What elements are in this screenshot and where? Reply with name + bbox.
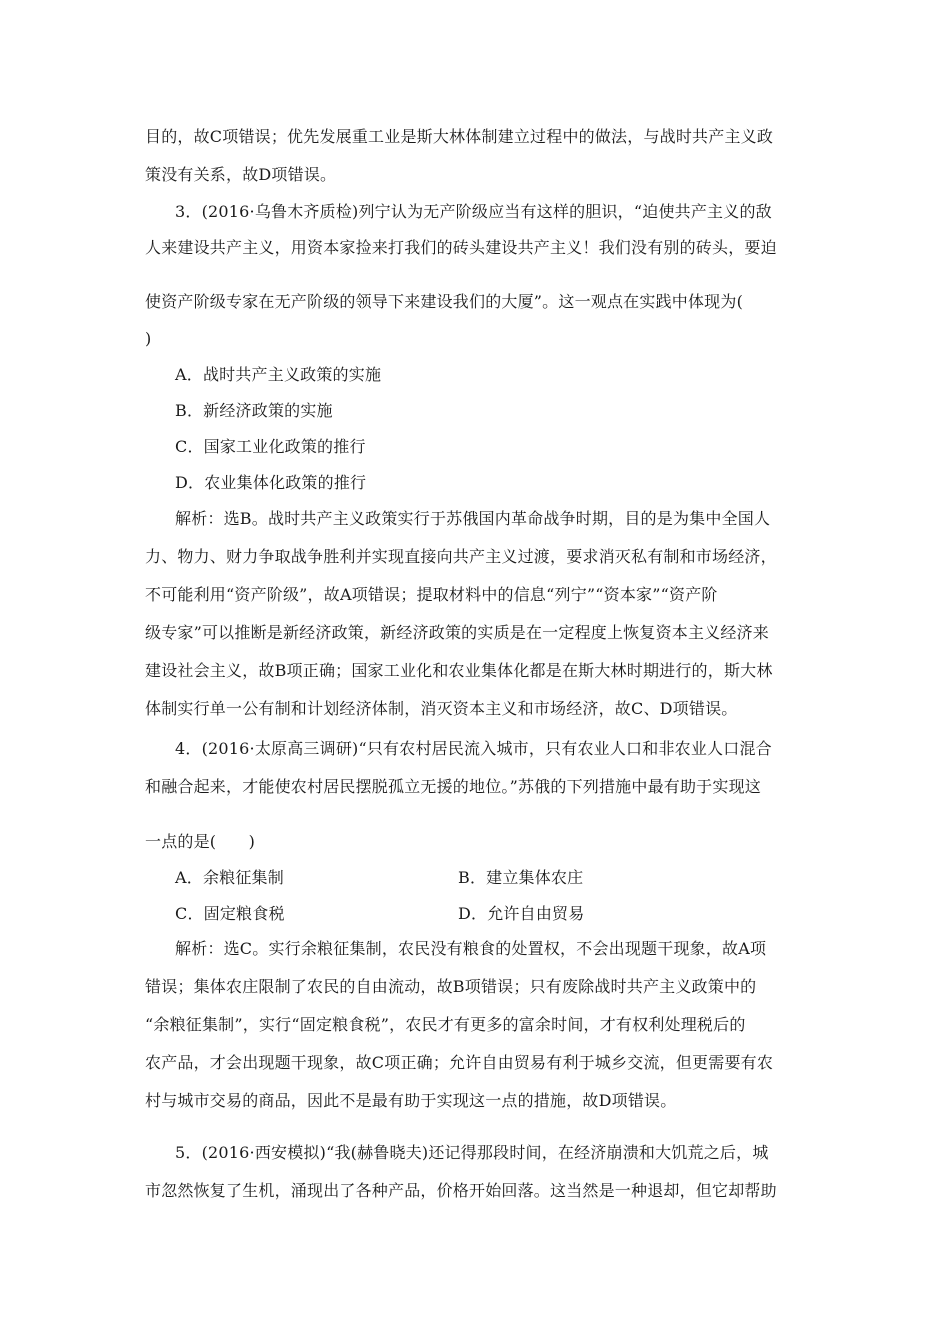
question-4-stem: 4．(2016·太原高三调研)“只有农村居民流入城市，只有农业人口和非农业人口混合	[175, 739, 772, 758]
question-3-analysis: 体制实行单一公有制和计划经济体制，消灭资本主义和市场经济，故C、D项错误。	[145, 699, 738, 718]
question-3-stem: 3．(2016·乌鲁木齐质检)列宁认为无产阶级应当有这样的胆识，“迫使共产主义的敌	[175, 202, 772, 221]
question-3-option-b: B．新经济政策的实施	[175, 401, 333, 420]
question-4-option-a: A．余粮征集制	[175, 868, 284, 887]
question-4-analysis: 农产品，才会出现题干现象，故C项正确；允许自由贸易有利于城乡交流，但更需要有农	[145, 1053, 774, 1072]
question-3-stem: 使资产阶级专家在无产阶级的领导下来建设我们的大厦”。这一观点在实践中体现为(	[145, 292, 744, 311]
question-3-stem: )	[145, 329, 152, 348]
question-4-option-b: B．建立集体农庄	[458, 868, 584, 887]
question-4-analysis: 村与城市交易的商品，因此不是最有助于实现这一点的措施，故D项错误。	[145, 1091, 677, 1110]
question-3-option-d: D．农业集体化政策的推行	[175, 473, 367, 492]
question-3-stem: 人来建设共产主义，用资本家捡来打我们的砖头建设共产主义！我们没有别的砖头，要迫	[145, 238, 777, 257]
question-5-stem: 市忽然恢复了生机，涌现出了各种产品，价格开始回落。这当然是一种退却，但它却帮助	[145, 1181, 777, 1200]
text-line: 策没有关系，故D项错误。	[145, 165, 337, 184]
question-3-option-a: A．战时共产主义政策的实施	[175, 365, 382, 384]
question-3-analysis: 不可能利用“资产阶级”，故A项错误；提取材料中的信息“列宁”“资本家”“资产阶	[145, 585, 718, 604]
question-3-analysis: 建设社会主义，故B项正确；国家工业化和农业集体化都是在斯大林时期进行的，斯大林	[145, 661, 773, 680]
question-4-analysis: 错误；集体农庄限制了农民的自由流动，故B项错误；只有废除战时共产主义政策中的	[145, 977, 757, 996]
question-4-option-d: D．允许自由贸易	[458, 904, 585, 923]
question-4-analysis: “余粮征集制”，实行“固定粮食税”，农民才有更多的富余时间，才有权利处理税后的	[145, 1015, 746, 1034]
text-line: 目的，故C项错误；优先发展重工业是斯大林体制建立过程中的做法，与战时共产主义政	[145, 127, 774, 146]
question-3-analysis: 级专家”可以推断是新经济政策，新经济政策的实质是在一定程度上恢复资本主义经济来	[145, 623, 769, 642]
question-4-stem: 和融合起来，才能使农村居民摆脱孤立无援的地位。”苏俄的下列措施中最有助于实现这	[145, 777, 761, 796]
question-3-analysis: 解析：选B。战时共产主义政策实行于苏俄国内革命战争时期，目的是为集中全国人	[175, 509, 771, 528]
question-4-stem: 一点的是( )	[145, 832, 256, 851]
question-3-analysis: 力、物力、财力争取战争胜利并实现直接向共产主义过渡，要求消灭私有制和市场经济，	[145, 547, 777, 566]
question-4-analysis: 解析：选C。实行余粮征集制，农民没有粮食的处置权，不会出现题干现象，故A项	[175, 939, 767, 958]
question-5-stem: 5．(2016·西安模拟)“我(赫鲁晓夫)还记得那段时间，在经济崩溃和大饥荒之后，城	[175, 1143, 769, 1162]
question-3-option-c: C．国家工业化政策的推行	[175, 437, 366, 456]
question-4-option-c: C．固定粮食税	[175, 904, 285, 923]
